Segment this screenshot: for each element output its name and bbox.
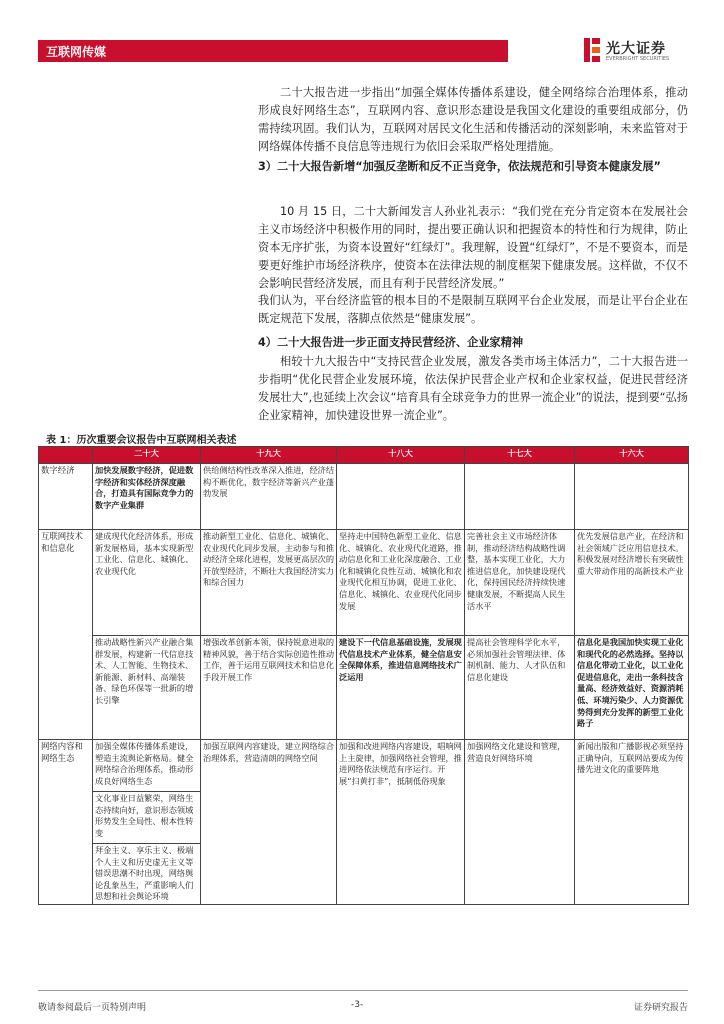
paragraph-3: 我们认为，平台经济监管的根本目的不是限制互联网平台企业发展，而是让平台企业在既定规范下发展，落脚点依然是“健康发展”。 xyxy=(258,294,688,325)
cell: 提高社会管理科学化水平，必须加强社会管理法律、体制机制、能力、人才队伍和信息化建设 xyxy=(465,636,575,740)
header-blank xyxy=(39,447,93,464)
page-footer xyxy=(38,1000,688,1018)
page-header xyxy=(0,0,724,72)
footer-divider xyxy=(38,990,688,991)
category-tech: 互联网技术和信息化 xyxy=(39,530,93,740)
paragraph-1: 二十大报告进一步指出“加强全媒体传播体系建设，健全网络综合治理体系，推动形成良好网络生态”，互联网内容、意识形态建设是我国文化建设的重要组成部分，仍需持续巩固。我们认为，互联网对居民文化生活和传播活动的深刻影响，未来监管对于网络媒体传播不良信息等违规行为依旧会采取严格处理措施。 xyxy=(258,86,688,153)
cell: 推动新型工业化、信息化、城镇化、农业现代化同步发展，主动参与和推动经济全球化进程，发展更高层次的开放型经济，不断壮大我国经济实力和综合国力 xyxy=(201,530,337,636)
cell: 完善社会主义市场经济体制，推动经济结构战略性调整，基本实现工业化，大力推进信息化，加快建设现代化，保持国民经济持续快速健康发展，不断提高人民生活水平 xyxy=(465,530,575,636)
table-row xyxy=(39,740,689,792)
cell: 加快发展数字经济，促进数字经济和实体经济深度融合，打造具有国际竞争力的数字产业集群 xyxy=(93,464,201,530)
cell: 建设下一代信息基础设施，发展现代信息技术产业体系，健全信息安全保障体系，推进信息网络技术广泛运用 xyxy=(337,636,465,740)
cell xyxy=(575,464,689,530)
header-20th: 二十大 xyxy=(93,447,201,464)
table-row xyxy=(39,636,689,740)
cell: 信息化是我国加快实现工业化和现代化的必然选择。坚持以信息化带动工业化，以工业化促进信息化，走出一条科技含量高、经济效益好、资源消耗低、环境污染少、人力资源优势得到充分发挥的新型工业化路子 xyxy=(575,636,689,740)
company-logo xyxy=(584,38,694,66)
cell: 优先发展信息产业，在经济和社会领域广泛应用信息技术。积极发展对经济增长有突破性重大带动作用的高新技术产业 xyxy=(575,530,689,636)
report-type: 证券研究报告 xyxy=(633,1003,688,1013)
header-18th: 十八大 xyxy=(337,447,465,464)
header-17th: 十七大 xyxy=(465,447,575,464)
cell: 文化事业日益繁荣，网络生态持续向好，意识形态领域形势发生全局性、根本性转变 xyxy=(93,792,201,844)
page-number: -3- xyxy=(351,1000,364,1010)
logo-mark-icon xyxy=(584,38,600,62)
table-row xyxy=(39,464,689,530)
cell: 增强改革创新本领，保持锐意进取的精神风貌，善于结合实际创造性推动工作，善于运用互联网技术和信息化手段开展工作 xyxy=(201,636,337,740)
paragraph-2: 10 月 15 日，二十大新闻发言人孙业礼表示：“我们党在充分肯定资本在发展社会主义市场经济中积极作用的同时，提出要正确认识和把握资本的特性和行为规律，防止资本无序扩张，为资本设置好“红绿灯”。我理解，设置“红绿灯”，不是不要资本，而是要更好维护市场经济秩序，使资本在法律法规的制度框架下健康发展。这样做，不仅不会影响民营经济发展，而且有利于民营经济发展。” xyxy=(258,205,688,290)
cell: 加强互联网内容建设，建立网络综合治理体系，营造清朗的网络空间 xyxy=(201,740,337,905)
cell: 供给侧结构性改革深入推进，经济结构不断优化，数字经济等新兴产业蓬勃发展 xyxy=(201,464,337,530)
table-caption: 表 1：历次重要会议报告中互联网相关表述 xyxy=(46,435,237,446)
section-title: 互联网传媒 xyxy=(46,45,107,59)
cell xyxy=(337,464,465,530)
report-comparison-table xyxy=(38,446,689,905)
table-header-row xyxy=(39,447,689,464)
header-19th: 十九大 xyxy=(201,447,337,464)
category-digital: 数字经济 xyxy=(39,464,93,530)
paragraph-4: 相较十九大报告中“支持民营企业发展，激发各类市场主体活力”，二十大报告进一步指明“优化民营企业发展环境，依法保护民营企业产权和企业家权益，促进民营经济发展壮大”,也延续上次会议“培育具有全球竞争力的世界一流企业”的说法，提到要“弘扬企业家精神，加快建设世界一流企业”。 xyxy=(258,355,688,422)
disclaimer-note: 敬请参阅最后一页特别声明 xyxy=(38,1003,147,1013)
cell xyxy=(465,464,575,530)
category-content: 网络内容和网络生态 xyxy=(39,740,93,905)
cell: 拜金主义、享乐主义、极端个人主义和历史虚无主义等错误思潮不时出现，网络舆论乱象丛生，严重影响人们思想和社会舆论环境 xyxy=(93,844,201,905)
table-row xyxy=(39,530,689,636)
subheading-4: 4）二十大报告进一步正面支持民营经济、企业家精神 xyxy=(258,336,524,349)
cell: 加强全媒体传播体系建设，塑造主流舆论新格局。健全网络综合治理体系，推动形成良好网络生态 xyxy=(93,740,201,792)
section-banner xyxy=(38,40,508,62)
logo-name: 光大证券 xyxy=(606,41,666,57)
cell: 建成现代化经济体系，形成新发展格局，基本实现新型工业化、信息化、城镇化、农业现代化 xyxy=(93,530,201,636)
cell: 新闻出版和广播影视必须坚持正确导向，互联网站要成为传播先进文化的重要阵地 xyxy=(575,740,689,905)
header-16th: 十六大 xyxy=(575,447,689,464)
cell: 加强网络文化建设和管理，营造良好网络环境 xyxy=(465,740,575,905)
cell: 坚持走中国特色新型工业化、信息化、城镇化、农业现代化道路，推动信息化和工业化深度融合、工业化和城镇化良性互动、城镇化和农业现代化相互协调，促进工业化、信息化、城镇化、农业现代化同步发展 xyxy=(337,530,465,636)
cell: 推动战略性新兴产业融合集群发展，构建新一代信息技术、人工智能、生物技术、新能源、新材料、高端装备、绿色环保等一批新的增长引擎 xyxy=(93,636,201,740)
cell: 加强和改进网络内容建设，唱响网上主旋律，加强网络社会管理，推进网络依法规范有序运行。开展“扫黄打非”，抵制低俗现象 xyxy=(337,740,465,905)
logo-subtitle: EVERBRIGHT SECURITIES xyxy=(606,56,670,62)
subheading-3: 3）二十大报告新增“加强反垄断和反不正当竞争，依法规范和引导资本健康发展” xyxy=(258,160,661,173)
